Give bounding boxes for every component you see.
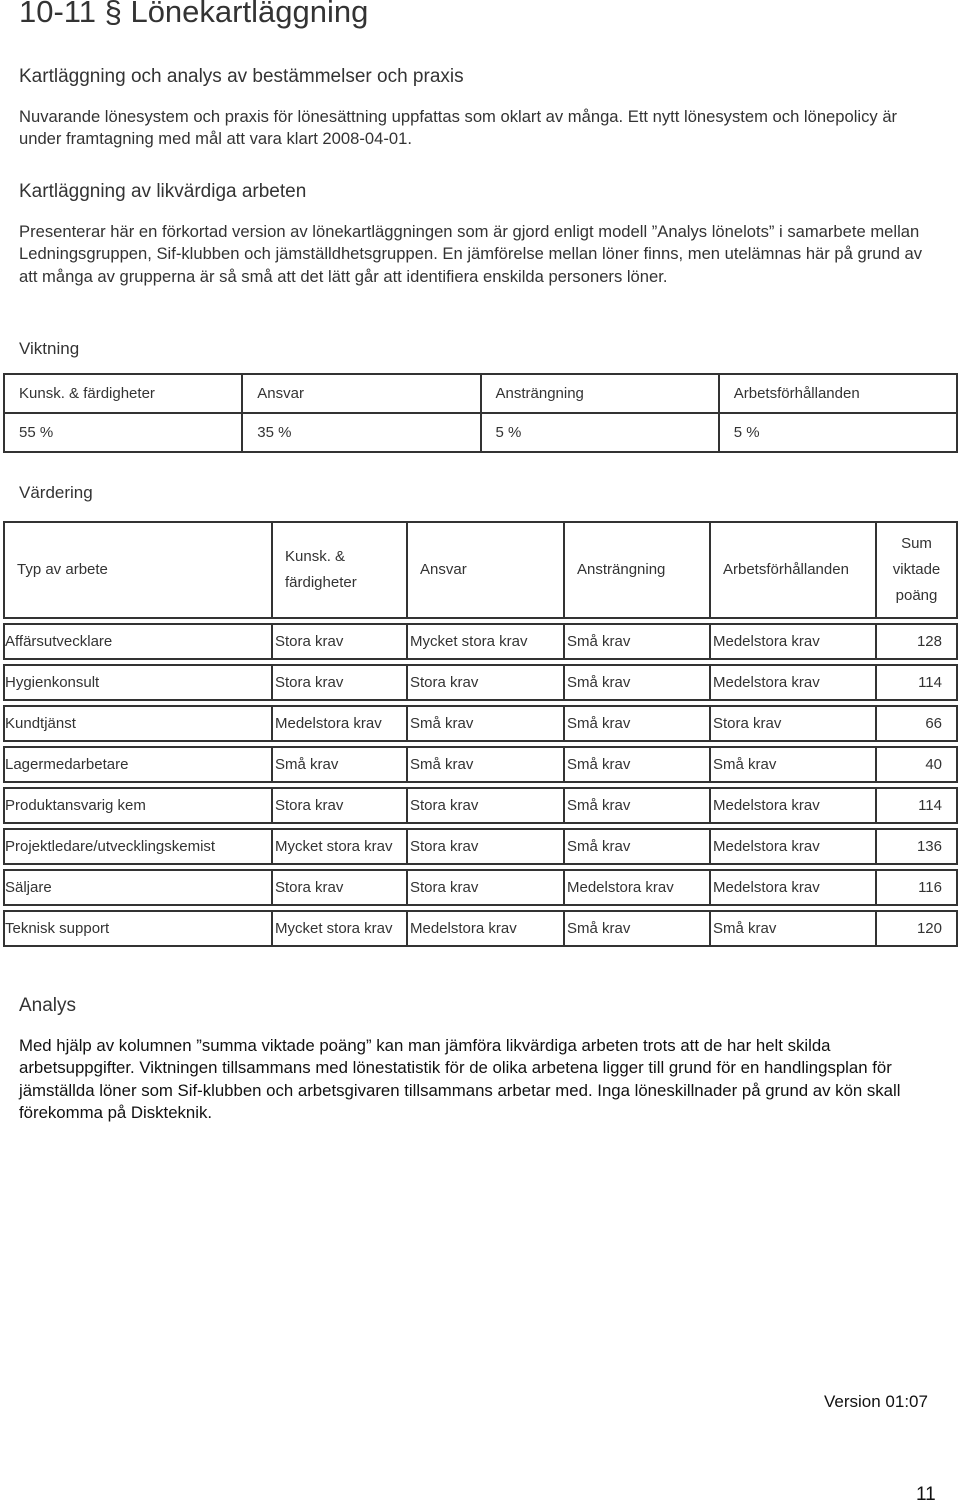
- viktning-header-row: [4, 374, 957, 413]
- table-cell: Medelstora krav: [709, 787, 875, 824]
- version-label: Version 01:07: [824, 1392, 928, 1411]
- viktning-value-row: [4, 413, 957, 452]
- vardering-heading: Värdering: [19, 483, 93, 502]
- viktning-value-cell: 5 %: [481, 413, 719, 452]
- table-cell: Mycket stora krav: [271, 910, 406, 947]
- table-cell: Stora krav: [271, 869, 406, 906]
- vardering-header-cell: Typ av arbete: [3, 521, 271, 619]
- table-cell: Små krav: [406, 705, 563, 742]
- vardering-header-cell: Arbetsförhållanden: [709, 521, 875, 619]
- sum-cell: 128: [875, 623, 958, 660]
- page-number: 11: [916, 1484, 936, 1505]
- table-cell: Medelstora krav: [563, 869, 709, 906]
- analys-heading: Analys: [19, 995, 77, 1016]
- table-cell: Små krav: [709, 910, 875, 947]
- vardering-header-cell: Sum viktade poäng: [875, 521, 958, 619]
- table-row: [3, 828, 958, 865]
- viktning-header-cell: Kunsk. & färdigheter: [4, 374, 242, 413]
- viktning-table: [3, 373, 958, 453]
- table-cell: Medelstora krav: [271, 705, 406, 742]
- table-cell: Stora krav: [406, 869, 563, 906]
- analys-text: Med hjälp av kolumnen ”summa viktade poäng” kan man jämföra likvärdiga arbeten trots att de har helt skilda arbetsuppgifter. Viktningen tillsammans med lönestatistik för de olika arbetena ligger till grund för en handlingsplan för jämställda löner som Sif-klubben och arbetsgivaren tillsammans arbetar med. Inga löneskillnader på grund av kön skall förekomma på Diskteknik.: [19, 1036, 901, 1123]
- sum-cell: 116: [875, 869, 958, 906]
- table-cell: Medelstora krav: [709, 664, 875, 701]
- viktning-value-cell: 35 %: [242, 413, 480, 452]
- vardering-header-cell: Ansvar: [406, 521, 563, 619]
- page-title: 10-11 § Lönekartläggning: [19, 0, 369, 29]
- table-cell: Små krav: [563, 705, 709, 742]
- table-row: [3, 869, 958, 906]
- table-cell: Små krav: [563, 623, 709, 660]
- vardering-table: [3, 517, 958, 951]
- vardering-header-row: [3, 521, 958, 619]
- table-cell: Produktansvarig kem: [3, 787, 271, 824]
- section-heading-bestammelser: Kartläggning och analys av bestämmelser och praxis: [19, 66, 464, 87]
- sum-cell: 40: [875, 746, 958, 783]
- viktning-value-cell: 5 %: [719, 413, 957, 452]
- table-row: [3, 746, 958, 783]
- table-cell: Stora krav: [271, 623, 406, 660]
- table-cell: Små krav: [563, 664, 709, 701]
- sum-cell: 120: [875, 910, 958, 947]
- table-row: [3, 705, 958, 742]
- section-text-bestammelser: Nuvarande lönesystem och praxis för lönesättning uppfattas som oklart av många. Ett nytt lönesystem och lönepolicy är under framtagning med mål att vara klart 2008-04-01.: [19, 107, 898, 149]
- table-cell: Små krav: [406, 746, 563, 783]
- table-cell: Stora krav: [406, 664, 563, 701]
- sum-cell: 114: [875, 664, 958, 701]
- table-cell: Medelstora krav: [709, 869, 875, 906]
- table-cell: Mycket stora krav: [406, 623, 563, 660]
- table-cell: Stora krav: [406, 787, 563, 824]
- vardering-header-cell: Ansträngning: [563, 521, 709, 619]
- table-cell: Stora krav: [271, 787, 406, 824]
- viktning-heading: Viktning: [19, 339, 80, 358]
- table-cell: Lagermedarbetare: [3, 746, 271, 783]
- viktning-header-cell: Ansvar: [242, 374, 480, 413]
- table-row: [3, 623, 958, 660]
- table-cell: Säljare: [3, 869, 271, 906]
- table-cell: Små krav: [563, 746, 709, 783]
- table-cell: Projektledare/utvecklingskemist: [3, 828, 271, 865]
- table-cell: Hygienkonsult: [3, 664, 271, 701]
- table-cell: Små krav: [563, 787, 709, 824]
- viktning-header-cell: Ansträngning: [481, 374, 719, 413]
- vardering-body: [3, 623, 958, 947]
- sum-cell: 136: [875, 828, 958, 865]
- table-cell: Små krav: [563, 910, 709, 947]
- sum-cell: 66: [875, 705, 958, 742]
- vardering-header-cell: Kunsk. & färdigheter: [271, 521, 406, 619]
- table-cell: Små krav: [563, 828, 709, 865]
- section-text-likvardiga: Presenterar här en förkortad version av lönekartläggningen som är gjord enligt modell ”Analys lönelots” i samarbete mellan Ledningsgruppen, Sif-klubben och jämställdhetsgruppen. En jämförelse mellan löner finns, men utelämnas här på grund av att många av grupperna är så små att det lätt går att identifiera enskilda personers löner.: [19, 222, 923, 286]
- table-cell: Stora krav: [406, 828, 563, 865]
- table-row: [3, 664, 958, 701]
- viktning-header-cell: Arbetsförhållanden: [719, 374, 957, 413]
- table-cell: Medelstora krav: [709, 623, 875, 660]
- sum-cell: 114: [875, 787, 958, 824]
- section-heading-likvardiga: Kartläggning av likvärdiga arbeten: [19, 181, 307, 202]
- table-cell: Teknisk support: [3, 910, 271, 947]
- table-cell: Stora krav: [709, 705, 875, 742]
- table-cell: Stora krav: [271, 664, 406, 701]
- table-cell: Mycket stora krav: [271, 828, 406, 865]
- table-row: [3, 787, 958, 824]
- table-cell: Kundtjänst: [3, 705, 271, 742]
- table-cell: Medelstora krav: [406, 910, 563, 947]
- table-row: [3, 910, 958, 947]
- table-cell: Medelstora krav: [709, 828, 875, 865]
- viktning-value-cell: 55 %: [4, 413, 242, 452]
- table-cell: Affärsutvecklare: [3, 623, 271, 660]
- table-cell: Små krav: [271, 746, 406, 783]
- table-cell: Små krav: [709, 746, 875, 783]
